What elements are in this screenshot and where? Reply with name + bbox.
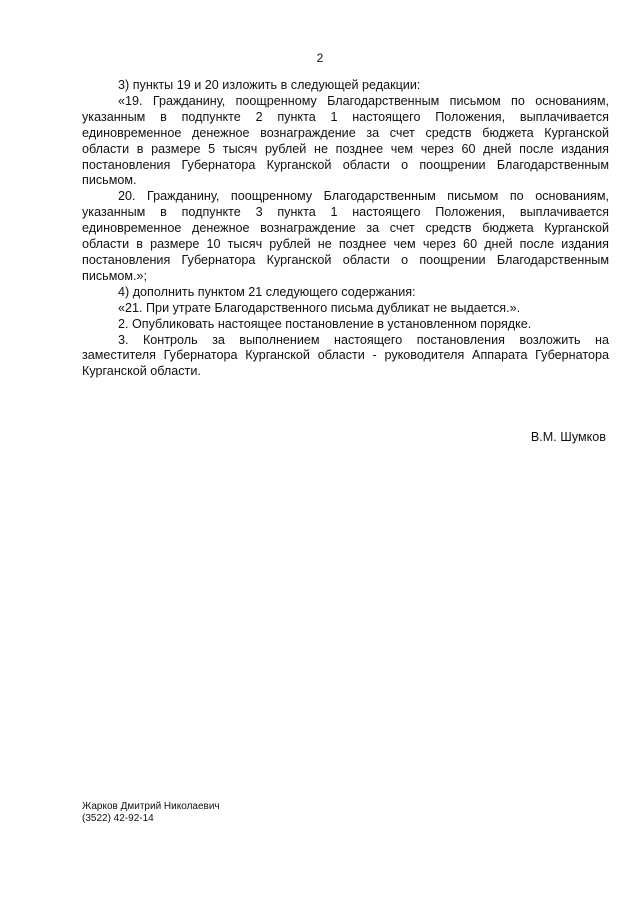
- paragraph-publish: 2. Опубликовать настоящее постановление в установленном порядке.: [118, 316, 532, 331]
- contact-block: [82, 801, 220, 825]
- contact-phone: (3522) 42-92-14: [82, 813, 154, 824]
- paragraph-clause-20: 20. Гражданину, поощренному Благодарственным письмом по основаниям, указанным в подпункте 3 пункта 1 настоящего Положения, выплачивается единовременное денежное вознаграждение за счет средств бюджета Курганской области в размере 10 тысяч рублей не позднее чем через 60 дней после издания постановления Губернатора Курганской области о поощрении Благодарственным письмом.»;: [82, 189, 609, 283]
- paragraph-item-4: 4) дополнить пунктом 21 следующего содержания:: [118, 284, 416, 299]
- paragraph-clause-21: «21. При утрате Благодарственного письма дубликат не выдается.».: [118, 300, 521, 315]
- signature-name: В.М. Шумков: [530, 430, 606, 444]
- paragraph-control: 3. Контроль за выполнением настоящего постановления возложить на заместителя Губернатора Курганской области - руководителя Аппарата Губернатора Курганской области.: [82, 332, 609, 379]
- document-body: [82, 78, 609, 380]
- paragraph-item-3: 3) пункты 19 и 20 изложить в следующей редакции:: [118, 78, 421, 92]
- paragraph-clause-19: «19. Гражданину, поощренному Благодарственным письмом по основаниям, указанным в подпункте 2 пункта 1 настоящего Положения, выплачивается единовременное денежное вознаграждение за счет средств бюджета Курганской области в размере 5 тысяч рублей не позднее чем через 60 дней после издания постановления Губернатора Курганской области о поощрении Благодарственным письмом.: [82, 93, 609, 188]
- contact-name: Жарков Дмитрий Николаевич: [82, 801, 220, 812]
- page-number: 2: [316, 51, 324, 65]
